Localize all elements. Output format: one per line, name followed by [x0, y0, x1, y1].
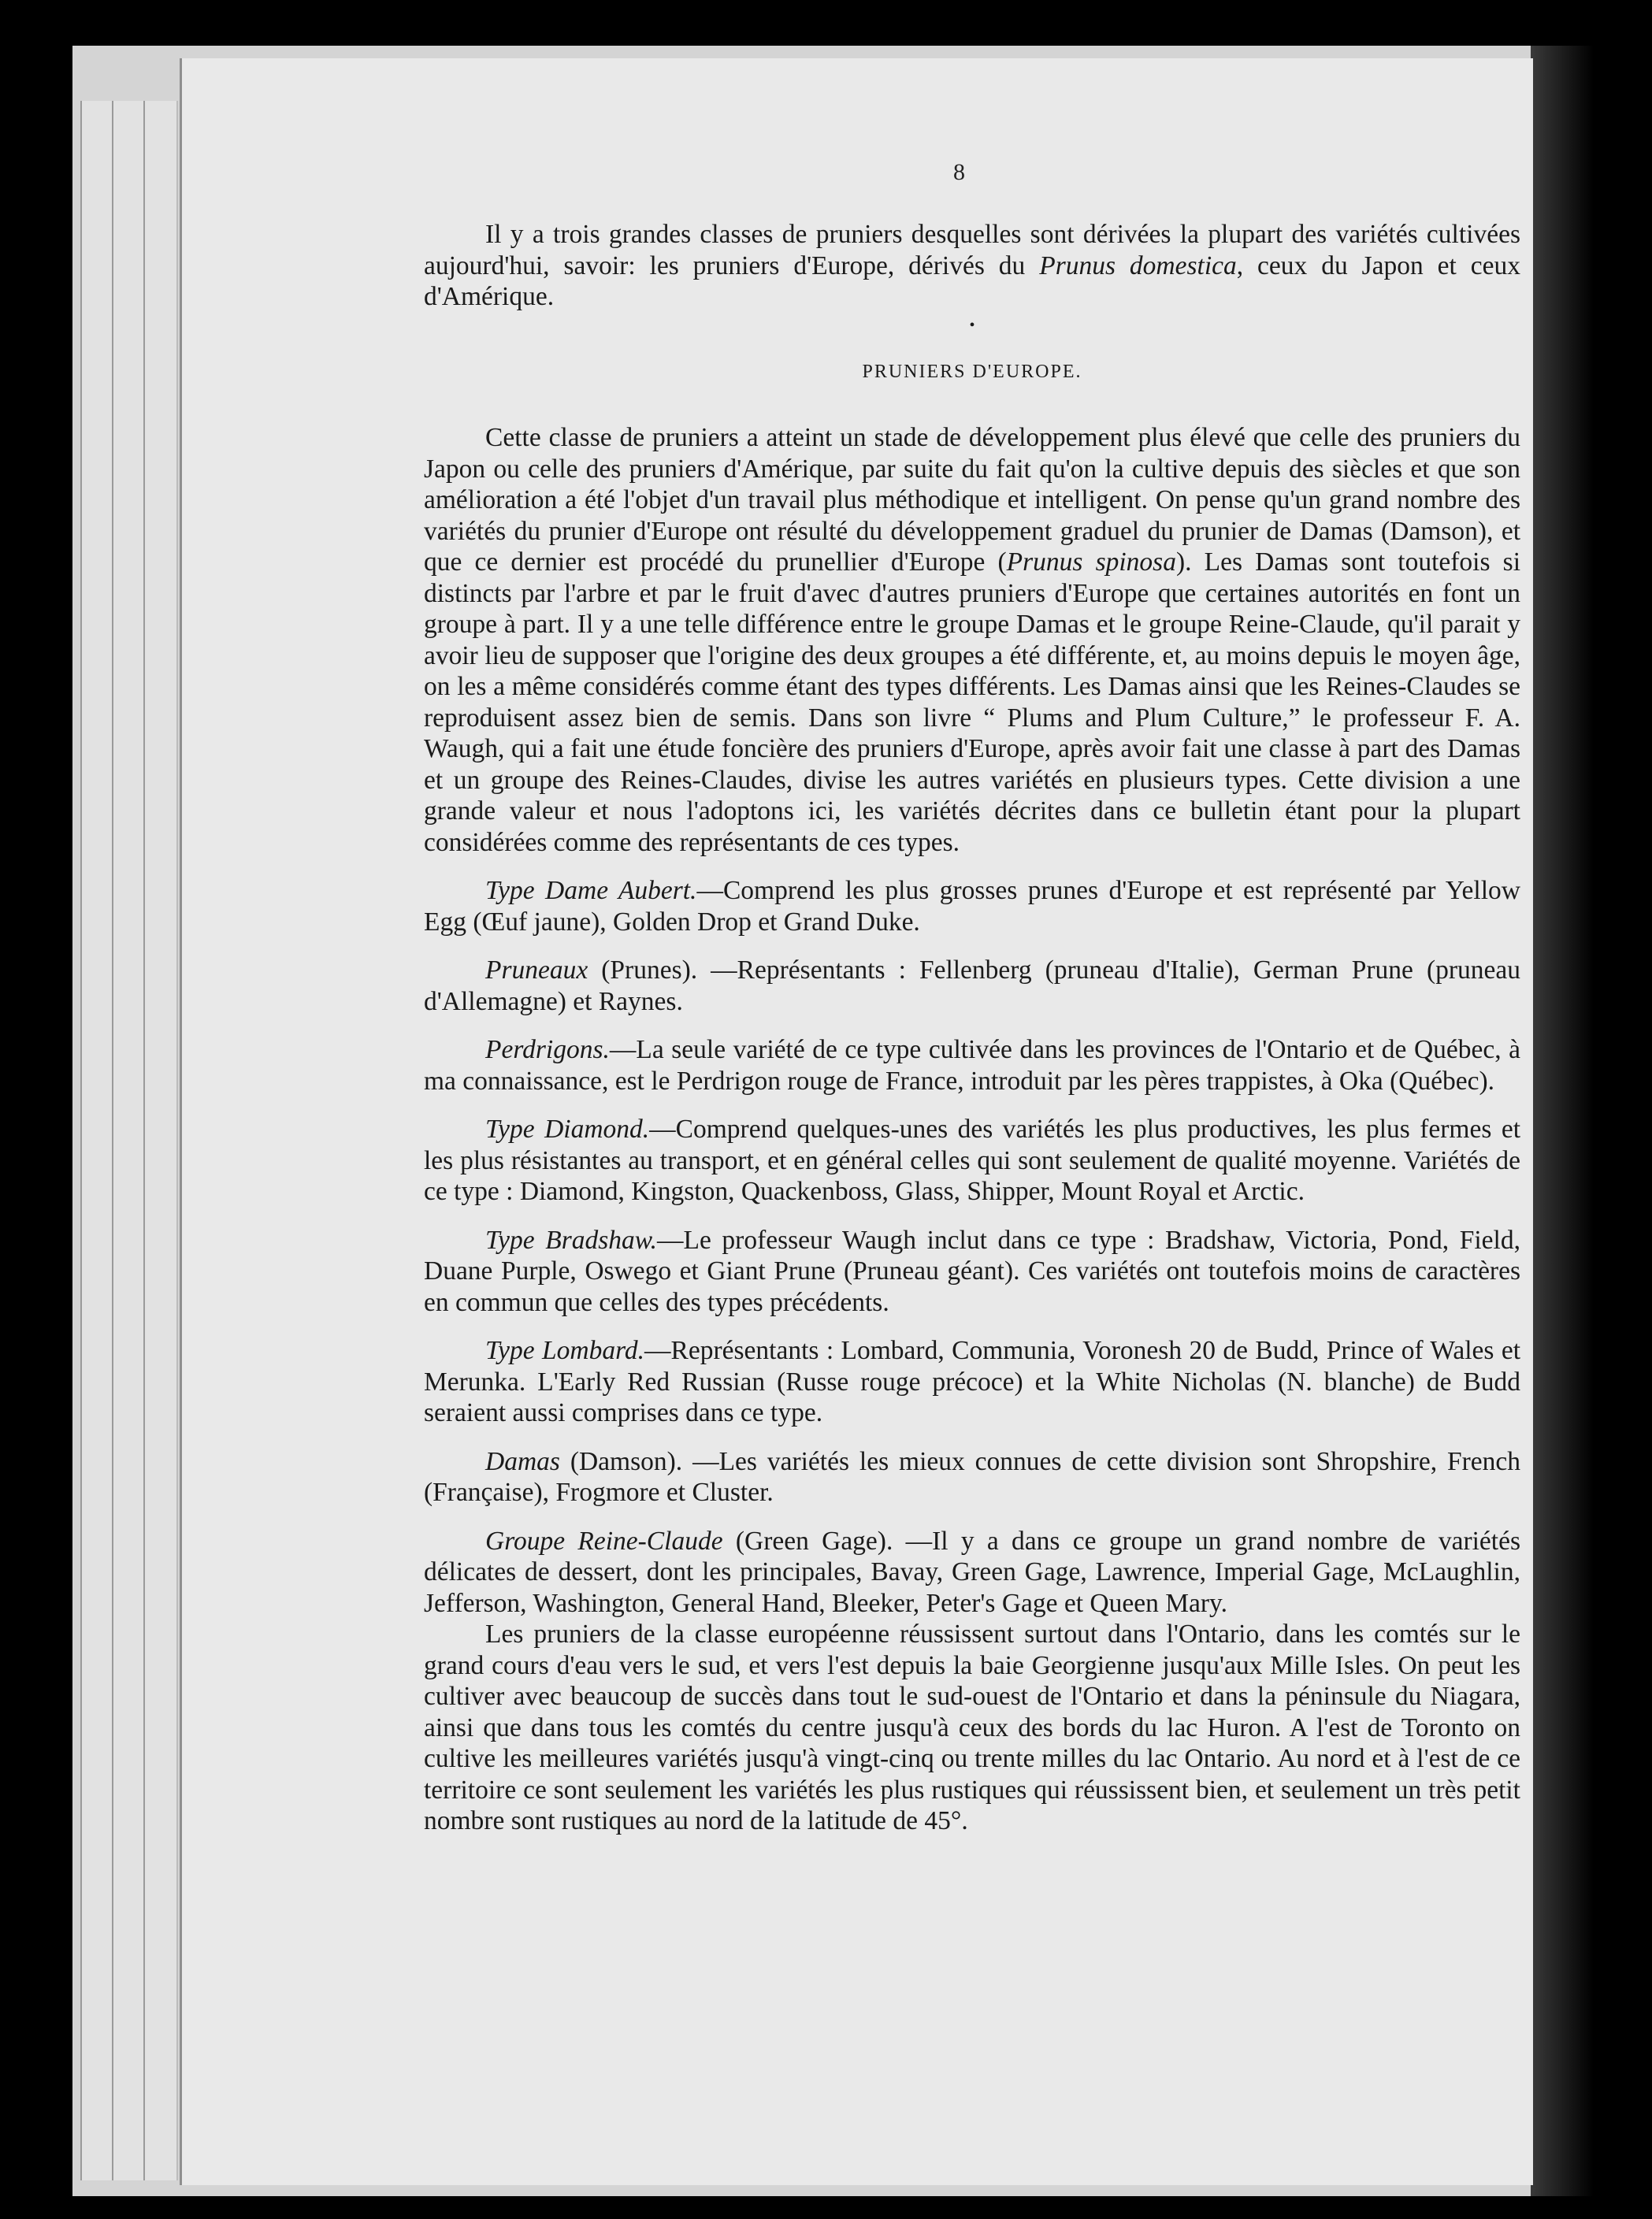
page-edge [112, 101, 147, 2180]
europe-paragraph: Cette classe de pruniers a atteint un stade de développement plus élevé que celle des pruniers du Japon ou celle des pruniers d'Amérique, par suite du fait qu'on la cultive depuis des siècles et que son amélioration a été l'objet d'un travail plus méthodique et intelligent. On pense qu'un grand nombre des variétés du prunier d'Europe ont résulté du développement graduel du prunier de Damas (Damson), et que ce dernier est procédé du prunellier d'Europe (Prunus spinosa). Les Damas sont toutefois si distincts par l'arbre et par le fruit d'avec d'autres pruniers d'Europe que certaines autorités en font un groupe à part. Il y a une telle différence entre le groupe Damas et le groupe Reine-Claude, qu'il parait y avoir lieu de supposer que l'origine des deux groupes a été différente, et, au moins depuis le moyen âge, on les a même considérés comme étant des types différents. Les Damas ainsi que les Reines-Claudes se reproduisent assez bien de semis. Dans son livre “ Plums and Plum Culture,” le professeur F. A. Waugh, qui a fait une étude foncière des pruniers d'Europe, après avoir fait une classe à part des Damas et un groupe des Reines-Claudes, divise les autres variétés en plusieurs types. Cette division a une grande valeur et nous l'adoptons ici, les variétés décrites dans ce bulletin étant pour la plupart considérées comme des représentants de ces types. [424, 423, 1521, 857]
type-paragraph: Perdrigons.—La seule variété de ce type cultivée dans les provinces de l'Ontario et de Québec, à ma connaissance, est le Perdrigon rouge de France, introduit par les pères trappistes, à Oka (Québec). [424, 1035, 1520, 1096]
type-paragraph: Pruneaux (Prunes). —Représentants : Fellenberg (pruneau d'Italie), German Prune (pruneau d'Allemagne) et Raynes. [424, 956, 1520, 1016]
type-name: Groupe Reine-Claude [485, 1526, 723, 1556]
type-paragraph: Type Bradshaw.—Le professeur Waugh inclut dans ce type : Bradshaw, Victoria, Pond, Field, Duane Purple, Oswego et Giant Prune (Pruneau géant). Ces variétés ont toutefois moins de caractères en commun que celles des types précédents. [424, 1225, 1520, 1317]
type-paragraph: Type Lombard.—Représentants : Lombard, Communia, Voronesh 20 de Budd, Prince of Wales et Merunka. L'Early Red Russian (Russe rouge précoce) et la White Nicholas (N. blanche) de Budd seraient aussi comprises dans ce type. [424, 1336, 1521, 1427]
italic-term: Prunus domestica [1039, 250, 1237, 280]
type-name: Pruneaux [485, 956, 588, 985]
page-number: 8 [953, 159, 965, 185]
section-heading: PRUNIERS D'EUROPE. [862, 361, 1082, 382]
type-name: Type Bradshaw. [485, 1225, 657, 1255]
page-edge [80, 101, 115, 2180]
type-paragraph: Type Diamond.—Comprend quelques-unes des variétés les plus productives, les plus fermes et les plus résistantes au transport, et en général celles qui sont seulement de qualité moyenne. Variétés de ce type : Diamond, Kingston, Quackenboss, Glass, Shipper, Mount Royal et Arctic. [424, 1115, 1520, 1206]
intro-paragraph: Il y a trois grandes classes de pruniers desquelles sont dérivées la plupart des variétés cultivées aujourd'hui, savoir: les pruniers d'Europe, dérivés du Prunus domestica, ceux du Japon et ceux d'Amérique. [424, 220, 1520, 311]
type-name: Perdrigons. [485, 1035, 610, 1064]
type-name: Damas [485, 1446, 560, 1476]
type-paragraph: Damas (Damson). —Les variétés les mieux connues de cette division sont Shropshire, French (Française), Frogmore et Cluster. [424, 1446, 1520, 1507]
type-paragraph: Type Dame Aubert.—Comprend les plus grosses prunes d'Europe et est représenté par Yellow Egg (Œuf jaune), Golden Drop et Grand Duke. [424, 876, 1520, 937]
page-edge [143, 101, 178, 2180]
type-paragraph: Groupe Reine-Claude (Green Gage). —Il y a dans ce groupe un grand nombre de variétés délicates de dessert, dont les principales, Bavay, Green Gage, Lawrence, Imperial Gage, McLaughlin, Jefferson, Washington, General Hand, Bleeker, Peter's Gage et Queen Mary. [424, 1526, 1521, 1618]
type-name: Type Lombard. [485, 1336, 645, 1365]
italic-term: Prunus spinosa [1006, 547, 1176, 577]
type-name: Type Diamond. [485, 1115, 650, 1144]
body-text [424, 219, 1520, 1837]
final-paragraph: Les pruniers de la classe européenne réussissent surtout dans l'Ontario, dans les comtés sur le grand cours d'eau vers le sud, et vers l'est depuis la baie Georgienne jusqu'aux Mille Isles. On peut les cultiver avec beaucoup de succès dans tout le sud-ouest de l'Ontario et dans la péninsule du Niagara, ainsi que dans tous les comtés du centre jusqu'à ceux des bords du lac Huron. A l'est de Toronto on cultive les meilleures variétés jusqu'à vingt-cinq ou trente milles du lac Ontario. Au nord et à l'est de ce territoire ce sont seulement les variétés les plus rustiques qui réussissent bien, et seulement un très petit nombre sont rustiques au nord de la latitude de 45°. [424, 1620, 1520, 1835]
scan-shadow [1531, 46, 1594, 2196]
type-name: Type Dame Aubert. [485, 876, 697, 905]
dot-mark: • [969, 316, 975, 334]
